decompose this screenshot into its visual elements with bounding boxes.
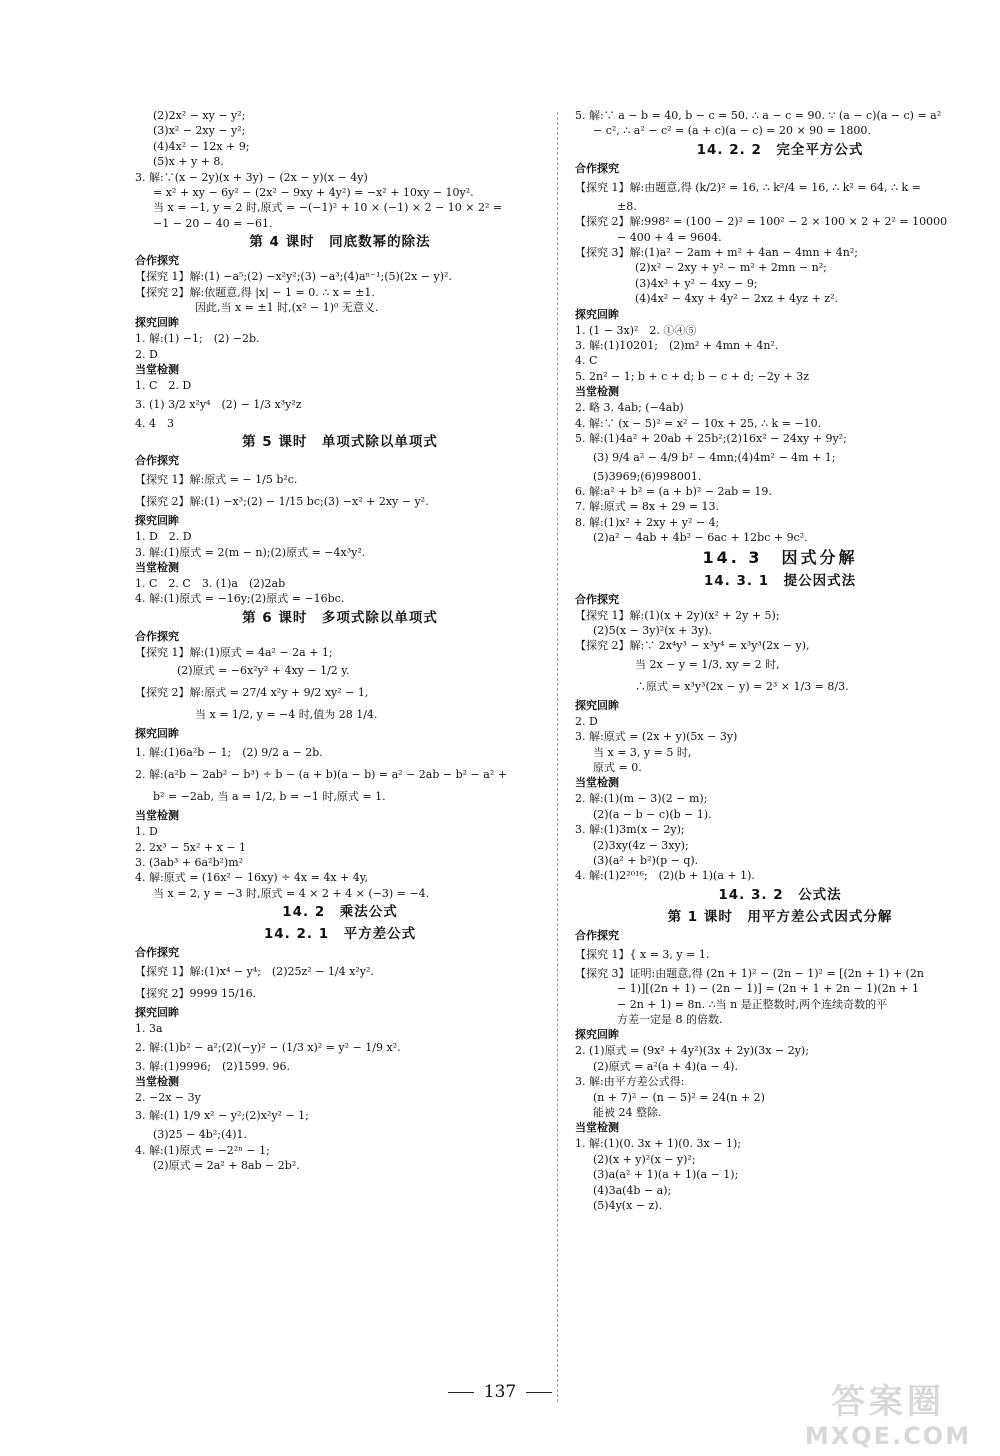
section-heading: 第 4 课时 同底数幂的除法 (249, 234, 431, 251)
answer-line: (2)3xy(4z − 3xy); (593, 838, 689, 852)
answer-line: 3. 解:(1)原式 = 2(m − n);(2)原式 = −4x³y². (135, 545, 366, 559)
subsection-label: 合作探究 (575, 592, 619, 606)
answer-line: 【探究 2】解:∵ 2x⁴y³ − x³y⁴ = x³y³(2x − y), (575, 639, 810, 653)
subsection-label: 当堂检测 (135, 1074, 179, 1088)
answer-line: − 2n + 1) = 8n. ∴当 n 是正整数时,两个连续奇数的平 (617, 997, 888, 1011)
answer-line: 1. 解:(1)(0. 3x + 1)(0. 3x − 1); (575, 1137, 741, 1151)
answer-line: (3)(a² + b²)(p − q). (593, 854, 699, 867)
answer-line: (3)a(a² + 1)(a + 1)(a − 1); (593, 1168, 739, 1182)
section-heading: 14. 3. 2 公式法 (718, 886, 842, 903)
section-heading: 14. 3. 1 提公因式法 (703, 572, 857, 589)
answer-line: 5. 2n² − 1; b + c + d; b − c + d; −2y + 3z (575, 369, 810, 383)
answer-line: −1 − 20 − 40 = −61. (153, 216, 273, 230)
answer-line: 2. 解:(a²b − 2ab² − b³) ÷ b − (a + b)(a − b) = a² − 2ab − b² − a² + (135, 768, 507, 782)
answer-line: (3)x² − 2xy − y²; (153, 124, 246, 138)
answer-line: 1. C 2. C 3. (1)a (2)2ab (135, 576, 286, 590)
section-heading: 14. 2. 2 完全平方公式 (696, 141, 864, 158)
answer-line: 2. 解:(1)(m − 3)(2 − m); (575, 792, 708, 806)
answer-line: 1. D (135, 825, 158, 839)
section-heading: 第 5 课时 单项式除以单项式 (242, 434, 438, 451)
answer-line: 方差一定是 8 的倍数. (617, 1013, 723, 1027)
answer-line: ±8. (617, 199, 637, 213)
answer-line: 【探究 2】解:998² = (100 − 2)² = 100² − 2 × 100 × 2 + 2² = 10000 (575, 215, 948, 229)
subsection-label: 探究回眸 (135, 727, 179, 741)
answer-line: 3. 解:(1)9996; (2)1599. 96. (135, 1059, 291, 1073)
answer-line: (2)原式 = 2a² + 8ab − 2b². (153, 1159, 300, 1173)
answer-line: = x² + xy − 6y² − (2x² − 9xy + 4y²) = −x² + 10xy − 10y². (153, 186, 474, 200)
subsection-label: 探究回眸 (135, 316, 179, 330)
footer-dash-left (448, 1392, 474, 1393)
answer-line: 【探究 1】解:(1) −a⁵;(2) −x²y²;(3) −a³;(4)aⁿ⁻¹;(5)(2x − y)². (135, 270, 452, 284)
answer-line: 1. 解:(1)6a²b − 1; (2) 9/2 a − 2b. (135, 746, 323, 760)
answer-line: 3. 解:由平方差公式得: (575, 1075, 685, 1089)
answer-line: 5. 解:(1)4a² + 20ab + 25b²;(2)16x² − 24xy + 9y²; (575, 432, 847, 446)
answer-line: − 400 + 4 = 9604. (617, 230, 722, 244)
answer-line: 2. 2x³ − 5x² + x − 1 (135, 840, 247, 854)
subsection-label: 当堂检测 (135, 363, 179, 377)
answer-line: 2. D (575, 714, 598, 728)
answer-line: ∴原式 = x³y³(2x − y) = 2³ × 1/3 = 8/3. (635, 679, 849, 693)
answer-line: 因此,当 x = ±1 时,(x² − 1)⁰ 无意义. (195, 301, 379, 315)
column-divider (557, 112, 558, 1402)
answer-line: (4)4x² − 4xy + 4y² − 2xz + 4yz + z². (635, 292, 838, 306)
subsection-label: 当堂检测 (575, 776, 619, 790)
watermark-logo (788, 1382, 988, 1450)
answer-line: 3. 解:原式 = (2x + y)(5x − 3y) (575, 730, 738, 744)
subsection-label: 合作探究 (575, 928, 619, 942)
answer-line: (2)(a − b − c)(b − 1). (593, 807, 712, 821)
answer-line: b² = −2ab, 当 a = 1/2, b = −1 时,原式 = 1. (153, 790, 386, 804)
answer-line: (4)4x² − 12x + 9; (153, 139, 250, 153)
answer-line: 1. (1 − 3x)² 2. ①④⑤ (575, 323, 697, 337)
subsection-label: 探究回眸 (135, 1006, 179, 1020)
answer-line: 3. (1) 3/2 x²y⁴ (2) − 1/3 x³y²z (135, 397, 302, 411)
answer-line: (2)原式 = −6x²y² + 4xy − 1/2 y. (177, 664, 350, 678)
answer-line: 3. 解:∵(x − 2y)(x + 3y) − (2x − y)(x − 4y) (135, 170, 368, 184)
answer-line: 【探究 2】解:依题意,得 |x| − 1 = 0. ∴ x = ±1. (135, 285, 375, 299)
answer-line: 1. C 2. D (135, 379, 192, 393)
answer-line: 当 2x − y = 1/3, xy = 2 时, (635, 657, 780, 671)
footer-dash-right (526, 1392, 552, 1393)
answer-line: 1. 解:(1) −1; (2) −2b. (135, 332, 260, 346)
subsection-label: 合作探究 (135, 629, 179, 643)
answer-line: 【探究 2】解:(1) −x³;(2) − 1/15 bc;(3) −x² + 2xy − y². (135, 495, 429, 509)
answer-line: (2)x² − 2xy + y² − m² + 2mn − n²; (635, 261, 827, 275)
answer-line: (3)4x² + y² − 4xy − 9; (635, 276, 758, 290)
page-number: 137 (483, 1382, 517, 1402)
answer-line: 2. (1)原式 = (9x² + 4y²)(3x + 2y)(3x − 2y); (575, 1044, 809, 1058)
answer-line: (5)3969;(6)998001. (593, 469, 702, 483)
answer-line: 能被 24 整除. (593, 1106, 662, 1120)
answer-line: 【探究 3】解:(1)a² − 2am + m² + 4an − 4mn + 4n²; (575, 246, 858, 260)
answer-line: 5. 解:∵ a − b = 40, b − c = 50. ∴ a − c = 90. ∵ (a − c)(a − c) = a² (575, 109, 942, 122)
answer-line: (2)a² − 4ab + 4b² − 6ac + 12bc + 9c². (593, 531, 808, 545)
answer-line: 【探究 1】解:原式 = − 1/5 b²c. (135, 473, 298, 487)
watermark-line2: MXQE.COM (804, 1422, 972, 1450)
section-heading: 14. 2 乘法公式 (282, 904, 398, 921)
answer-line: 2. D (135, 347, 158, 361)
subsection-label: 探究回眸 (135, 514, 179, 528)
answer-line: 2. 略 3. 4ab; (−4ab) (575, 401, 684, 415)
answer-line: 当 x = 1/2, y = −4 时,值为 28 1/4. (195, 708, 378, 722)
right-column (575, 108, 985, 1214)
subsection-label: 当堂检测 (135, 809, 179, 823)
answer-line: 6. 解:a² + b² = (a + b)² − 2ab = 19. (575, 484, 772, 498)
answer-line: 当 x = −1, y = 2 时,原式 = −(−1)² + 10 × (−1) × 2 − 10 × 2² = (153, 201, 503, 215)
answer-line: − c², ∴ a² − c² = (a + c)(a − c) = 20 × 90 = 1800. (593, 124, 871, 138)
answer-line: 1. 3a (135, 1022, 163, 1036)
answer-line: 【探究 1】解:(1)原式 = 4a² − 2a + 1; (135, 645, 333, 659)
subsection-label: 合作探究 (135, 454, 179, 468)
section-heading: 第 1 课时 用平方差公式因式分解 (667, 908, 893, 925)
answer-line: (3)25 − 4b²;(4)1. (153, 1128, 248, 1142)
answer-line: 4. 解:(1)原式 = −2²ⁿ − 1; (135, 1143, 270, 1157)
answer-line: 1. D 2. D (135, 530, 192, 544)
subsection-label: 合作探究 (135, 946, 179, 960)
answer-line: (2)2x² − xy − y²; (153, 109, 246, 122)
answer-line: 【探究 3】证明:由题意,得 (2n + 1)² − (2n − 1)² = [(2n + 1) + (2n (575, 966, 924, 980)
subsection-label: 探究回眸 (575, 698, 619, 712)
section-heading: 14. 2. 1 平方差公式 (263, 926, 417, 943)
answer-line: (4)3a(4b − a); (593, 1183, 672, 1197)
answer-line: (2)5(x − 3y)²(x + 3y). (593, 623, 712, 637)
section-heading: 第 6 课时 多项式除以单项式 (242, 609, 438, 626)
answer-line: 4. 解:(1)原式 = −16y;(2)原式 = −16bc. (135, 592, 345, 606)
answer-line: 【探究 1】{ x = 3, y = 1. (575, 947, 710, 961)
left-column (135, 108, 545, 1174)
answer-line: 3. 解:(1) 1/9 x² − y²;(2)x²y² − 1; (135, 1109, 309, 1123)
subsection-label: 探究回眸 (575, 1028, 619, 1042)
answer-line: 7. 解:原式 = 8x + 29 = 13. (575, 500, 720, 514)
answer-line: 3. 解:(1)3m(x − 2y); (575, 823, 685, 837)
answer-line: 3. (3ab³ + 6a²b²)m² (135, 855, 244, 869)
answer-line: 【探究 2】9999 15/16. (135, 987, 257, 1001)
subsection-label: 合作探究 (575, 161, 619, 175)
subsection-label: 合作探究 (135, 254, 179, 268)
answer-line: 4. 解:(1)2²⁰¹⁶; (2)(b + 1)(a + 1). (575, 869, 755, 883)
answer-line: 2. 解:(1)b² − a²;(2)(−y)² − (1/3 x)² = y² − 1/9 x². (135, 1040, 401, 1054)
answer-line: 4. 解:∵ (x − 5)² = x² − 10x + 25, ∴ k = −10. (575, 416, 822, 430)
answer-line: (3) 9/4 a² − 4/9 b² − 4mn;(4)4m² − 4m + 1; (593, 450, 836, 464)
answer-line: (n + 7)² − (n − 5)² = 24(n + 2) (593, 1090, 765, 1104)
answer-line: 8. 解:(1)x² + 2xy + y² − 4; (575, 515, 720, 529)
answer-line: − 1)][(2n + 1) − (2n − 1)] = (2n + 1 + 2n − 1)(2n + 1 (617, 982, 920, 996)
answer-line: (2)(x + y)²(x − y)²; (593, 1152, 696, 1166)
section-heading: 14. 3 因式分解 (702, 547, 858, 567)
subsection-label: 当堂检测 (575, 1121, 619, 1135)
answer-line: (2)原式 = a²(a + 4)(a − 4). (593, 1059, 738, 1073)
answer-line: 3. 解:(1)10201; (2)m² + 4mn + 4n². (575, 339, 779, 353)
subsection-label: 当堂检测 (575, 385, 619, 399)
answer-line: 4. 解:原式 = (16x² − 16xy) ÷ 4x = 4x + 4y, (135, 871, 369, 885)
answer-line: 4. C (575, 354, 598, 368)
answer-line: 2. −2x − 3y (135, 1090, 201, 1104)
answer-line: 【探究 2】解:原式 = 27/4 x²y + 9/2 xy² − 1, (135, 686, 369, 700)
answer-line: 【探究 1】解:(1)x⁴ − y⁴; (2)25z² − 1/4 x²y². (135, 965, 374, 979)
answer-line: 【探究 1】解:由题意,得 (k/2)² = 16, ∴ k²/4 = 16, ∴ k² = 64, ∴ k = (575, 180, 921, 194)
answer-line: 当 x = 2, y = −3 时,原式 = 4 × 2 + 4 × (−3) = −4. (153, 886, 430, 900)
answer-line: 原式 = 0. (593, 760, 642, 774)
answer-line: 【探究 1】解:(1)(x + 2y)(x² + 2y + 5); (575, 608, 780, 622)
subsection-label: 探究回眸 (575, 307, 619, 321)
watermark-line1: 答案圈 (831, 1382, 945, 1422)
answer-line: 当 x = 3, y = 5 时, (593, 745, 692, 759)
answer-line: 4. 4 3 (135, 416, 174, 430)
answer-line: (5)4y(x − z). (593, 1199, 663, 1213)
subsection-label: 当堂检测 (135, 560, 179, 574)
answer-line: (5)x + y + 8. (153, 155, 224, 169)
